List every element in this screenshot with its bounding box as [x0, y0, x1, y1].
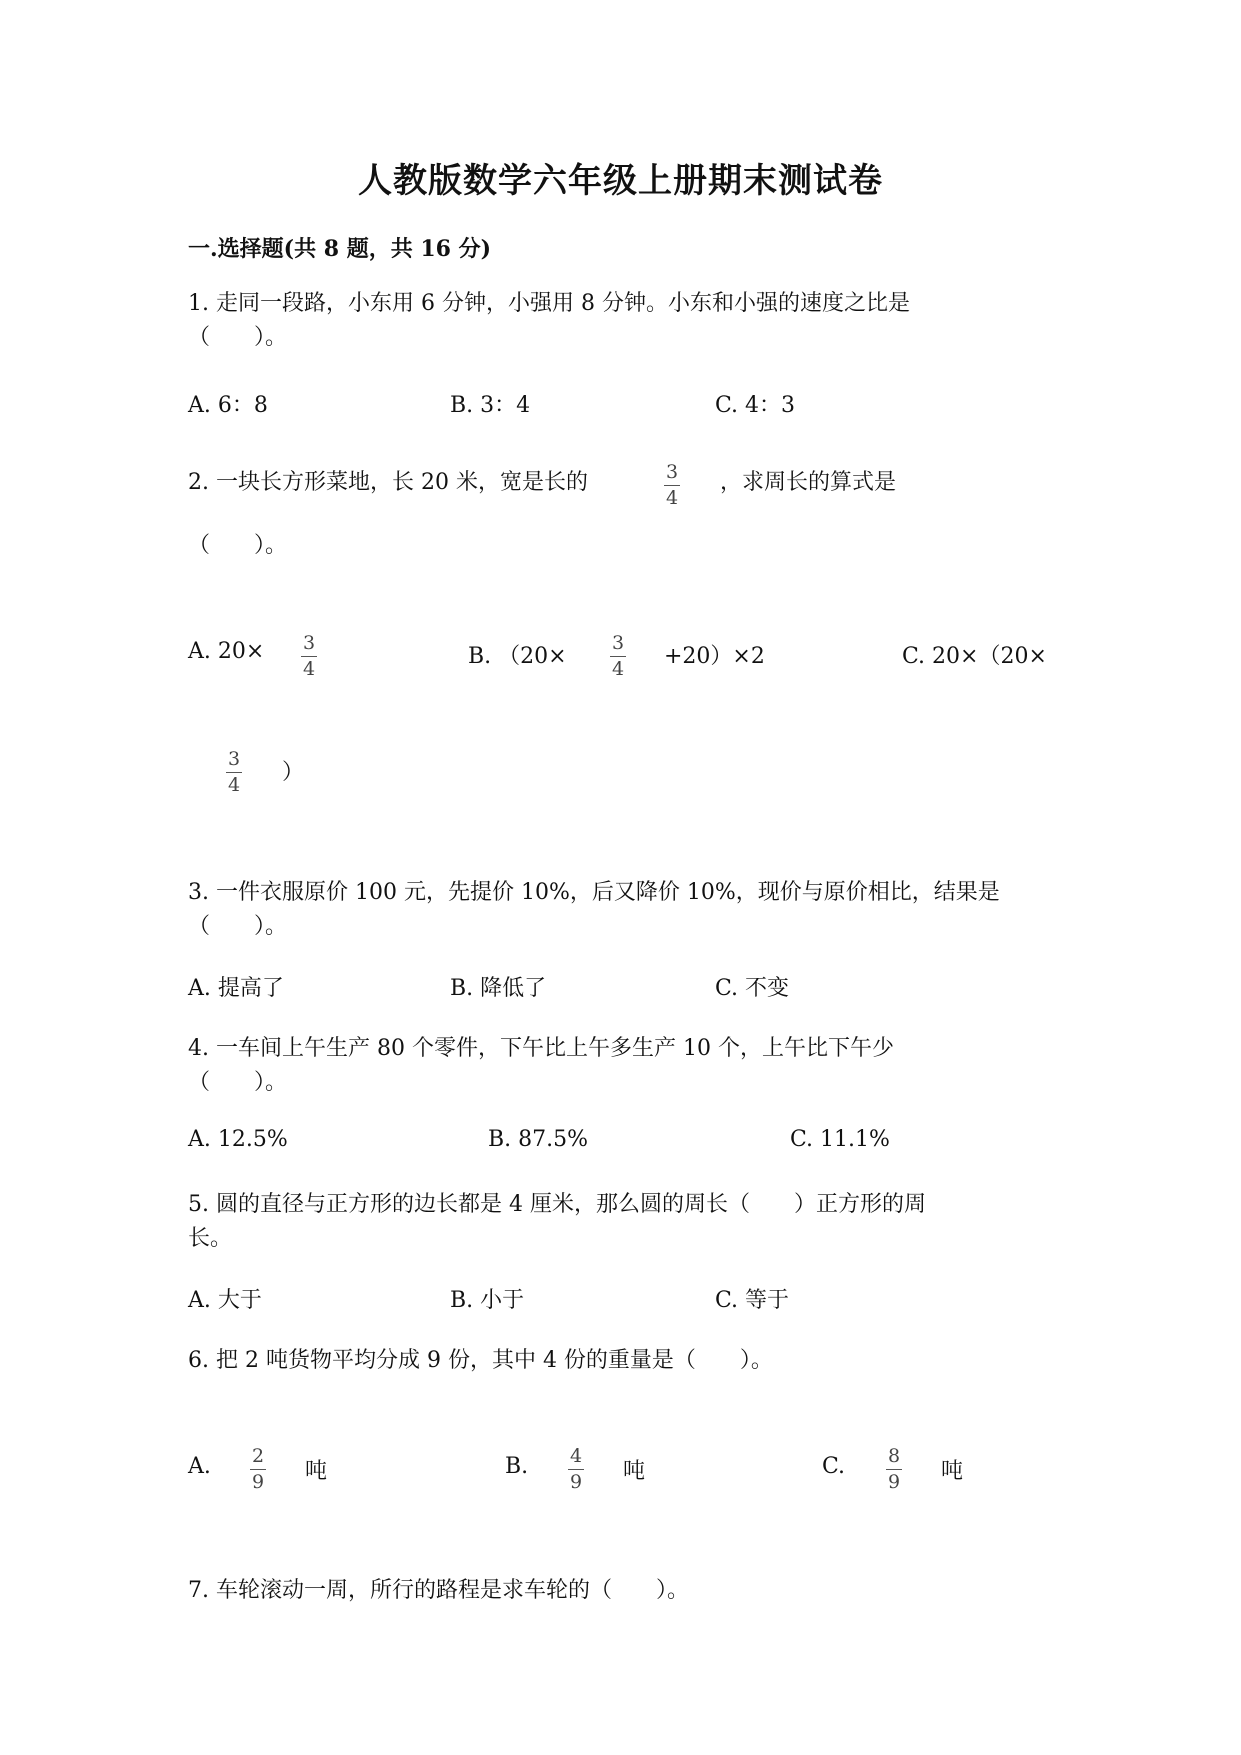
fraction-bar	[226, 772, 242, 773]
fraction-bar	[250, 1469, 266, 1470]
question-6-option-c-fraction	[886, 1446, 902, 1492]
question-5-option-a: A. 大于	[188, 1288, 262, 1313]
question-6-option-a: A.	[188, 1454, 211, 1479]
fraction-denominator: 9	[887, 1471, 901, 1493]
question-2-option-c-fraction	[226, 749, 242, 795]
question-5-option-b: B. 小于	[450, 1288, 525, 1313]
question-1-option-c: C. 4：3	[715, 393, 796, 418]
question-3-option-b: B. 降低了	[450, 976, 547, 1001]
question-1-blank: （ ）。	[188, 325, 288, 350]
fraction-numerator: 3	[227, 748, 241, 770]
question-6-option-a-fraction	[250, 1446, 266, 1492]
question-2-option-b-cont: +20）×2	[664, 644, 765, 669]
question-3-blank: （ ）。	[188, 914, 288, 939]
question-5-text-cont: 长。	[188, 1226, 233, 1251]
fraction-numerator: 3	[611, 632, 625, 654]
question-4-option-a: A. 12.5%	[188, 1127, 288, 1152]
section-heading: 一.选择题(共 8 题，共 16 分)	[188, 236, 492, 262]
question-2-text: 2. 一块长方形菜地，长 20 米，宽是长的	[188, 470, 588, 495]
question-6-option-c-unit: 吨	[941, 1459, 964, 1484]
question-2-blank: （ ）。	[188, 533, 288, 558]
question-6-option-b-unit: 吨	[623, 1459, 646, 1484]
question-4-option-b: B. 87.5%	[488, 1127, 589, 1152]
fraction-bar	[301, 656, 317, 657]
fraction-bar	[664, 485, 680, 486]
question-1-option-a: A. 6：8	[188, 393, 268, 418]
question-1-option-b: B. 3：4	[450, 393, 531, 418]
question-2-option-a: A. 20×	[188, 639, 265, 664]
question-5-option-c: C. 等于	[715, 1288, 790, 1313]
fraction-bar	[610, 656, 626, 657]
fraction-denominator: 9	[569, 1471, 583, 1493]
page-title: 人教版数学六年级上册期末测试卷	[358, 161, 883, 201]
question-6-option-b: B.	[505, 1454, 529, 1479]
fraction-bar	[886, 1469, 902, 1470]
question-6-option-c: C.	[822, 1454, 846, 1479]
question-3-text: 3. 一件衣服原价 100 元，先提价 10%，后又降价 10%，现价与原价相比，结果是	[188, 880, 1000, 905]
question-2-option-b: B. （20×	[468, 644, 567, 669]
fraction-denominator: 9	[251, 1471, 265, 1493]
question-5-text: 5. 圆的直径与正方形的边长都是 4 厘米，那么圆的周长（ ）正方形的周	[188, 1192, 926, 1217]
question-6-text: 6. 把 2 吨货物平均分成 9 份，其中 4 份的重量是（ ）。	[188, 1348, 773, 1373]
question-2-option-a-fraction	[301, 633, 317, 679]
fraction-numerator: 3	[302, 632, 316, 654]
question-4-option-c: C. 11.1%	[790, 1127, 890, 1152]
fraction-numerator: 2	[251, 1445, 265, 1467]
question-2-text-cont: ，求周长的算式是	[720, 470, 897, 495]
question-2-fraction	[664, 462, 680, 508]
question-2-option-b-fraction	[610, 633, 626, 679]
fraction-denominator: 4	[227, 774, 241, 796]
fraction-bar	[568, 1469, 584, 1470]
question-6-option-b-fraction	[568, 1446, 584, 1492]
question-1-text: 1. 走同一段路，小东用 6 分钟，小强用 8 分钟。小东和小强的速度之比是	[188, 291, 910, 316]
fraction-denominator: 4	[665, 487, 679, 509]
question-2-option-c-close: ）	[282, 760, 305, 785]
fraction-numerator: 3	[665, 461, 679, 483]
question-3-option-c: C. 不变	[715, 976, 790, 1001]
fraction-denominator: 4	[302, 658, 316, 680]
question-4-text: 4. 一车间上午生产 80 个零件，下午比上午多生产 10 个，上午比下午少	[188, 1036, 894, 1061]
question-7-text: 7. 车轮滚动一周，所行的路程是求车轮的（ ）。	[188, 1578, 689, 1603]
fraction-numerator: 4	[569, 1445, 583, 1467]
question-4-blank: （ ）。	[188, 1070, 288, 1095]
question-2-option-c: C. 20×（20×	[902, 644, 1047, 669]
fraction-denominator: 4	[611, 658, 625, 680]
question-6-option-a-unit: 吨	[305, 1459, 328, 1484]
fraction-numerator: 8	[887, 1445, 901, 1467]
question-3-option-a: A. 提高了	[188, 976, 284, 1001]
